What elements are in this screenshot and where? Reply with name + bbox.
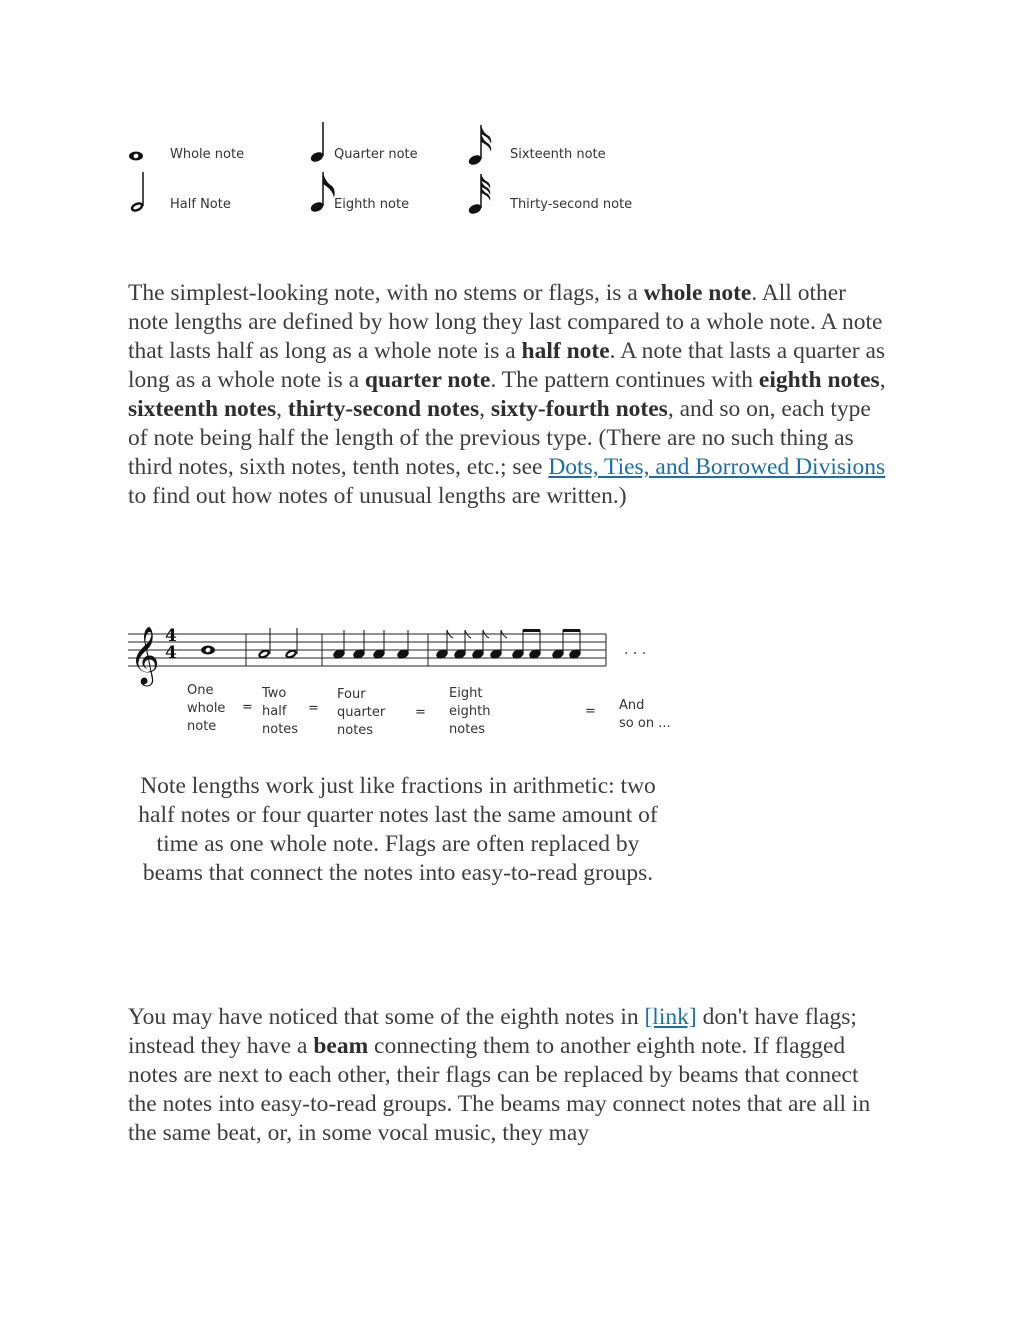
link-dots-ties-borrowed-divisions[interactable]: Dots, Ties, and Borrowed Divisions <box>548 454 886 480</box>
paragraph-beams <box>128 1003 892 1148</box>
text: don't have flags; instead they have a <box>128 1004 857 1059</box>
term-quarter-note: quarter note <box>364 367 491 393</box>
sixteenth-note-label: Sixteenth note <box>510 147 606 162</box>
equals-sign: = <box>585 704 596 719</box>
treble-clef-icon: 𝄞 <box>130 626 160 684</box>
sixteenth-note-icon <box>466 125 496 169</box>
paragraph-note-lengths <box>128 279 892 511</box>
label-and-so-on <box>619 697 671 733</box>
thirty-second-note-icon <box>466 174 496 218</box>
label-one-whole-note <box>187 682 225 736</box>
staff-ellipsis: . . . <box>624 642 647 658</box>
text: , and so on, each type of note being half the length of the previous type. (There are no such thing as third notes, sixth notes, tenth notes, etc.; see <box>128 396 871 480</box>
line: whole <box>187 701 226 716</box>
music-staff <box>128 628 618 688</box>
line: notes <box>449 722 486 737</box>
link-reference[interactable]: [link] <box>644 1004 697 1030</box>
line: notes <box>337 723 374 738</box>
line: so on ... <box>619 716 671 731</box>
line: And <box>619 698 645 713</box>
line: note <box>187 719 217 734</box>
half-note-label: Half Note <box>170 197 231 212</box>
line: Eight <box>449 686 483 701</box>
line: eighth <box>449 704 491 719</box>
text: . All other note lengths are defined by how long they last compared to a whole note. A note that lasts half as long as a whole note is a <box>128 280 883 364</box>
text: . A note that lasts a quarter as long as a whole note is a <box>128 338 886 393</box>
text: The simplest-looking note, with no stems or flags, is a <box>128 280 644 306</box>
text: You may have noticed that some of the eighth notes in <box>128 1004 645 1030</box>
text: to find out how notes of unusual lengths are written.) <box>128 483 627 509</box>
label-four-quarter-notes <box>337 686 385 740</box>
term-half-note: half note <box>521 338 610 364</box>
quarter-note-icon <box>308 122 332 166</box>
text: , <box>879 367 886 393</box>
time-signature-top: 4 <box>165 626 177 646</box>
label-eight-eighth-notes <box>449 685 490 739</box>
time-signature-bottom: 4 <box>165 643 177 663</box>
whole-note-label: Whole note <box>170 147 245 162</box>
thirty-second-note-label: Thirty-second note <box>510 197 633 212</box>
text: connecting them to another eighth note. If flagged notes are next to each other, their flags can be replaced by beams that connect the notes into easy-to-read groups. The beams may connect notes that are all in the same beat, or, in some vocal music, they may <box>128 1033 871 1146</box>
eighth-note-label: Eighth note <box>334 197 410 212</box>
text: . The pattern continues with <box>490 367 759 393</box>
term-beam: beam <box>313 1033 369 1059</box>
text: , <box>479 396 491 422</box>
half-note-icon <box>128 172 152 216</box>
line: quarter <box>337 705 386 720</box>
equals-sign: = <box>415 705 426 720</box>
line: half <box>262 704 287 719</box>
term-eighth-notes: eighth notes <box>758 367 880 393</box>
term-sixty-fourth-notes: sixty-fourth notes <box>490 396 668 422</box>
figure-caption: Note lengths work just like fractions in arithmetic: two half notes or four quarter notes last the same amount of time as one whole note. Flags are often replaced by beams that connect the notes into easy-to-read groups. <box>138 773 658 886</box>
term-thirty-second-notes: thirty-second notes <box>287 396 480 422</box>
equals-sign: = <box>242 700 253 715</box>
term-sixteenth-notes: sixteenth notes <box>128 396 277 422</box>
quarter-note-label: Quarter note <box>334 147 418 162</box>
label-two-half-notes <box>262 685 298 739</box>
line: Four <box>337 687 366 702</box>
line: One <box>187 683 214 698</box>
equals-sign: = <box>308 701 319 716</box>
text: , <box>276 396 288 422</box>
line: Two <box>262 686 287 701</box>
term-whole-note: whole note <box>643 280 752 306</box>
whole-note-icon <box>128 148 148 164</box>
line: notes <box>262 722 299 737</box>
